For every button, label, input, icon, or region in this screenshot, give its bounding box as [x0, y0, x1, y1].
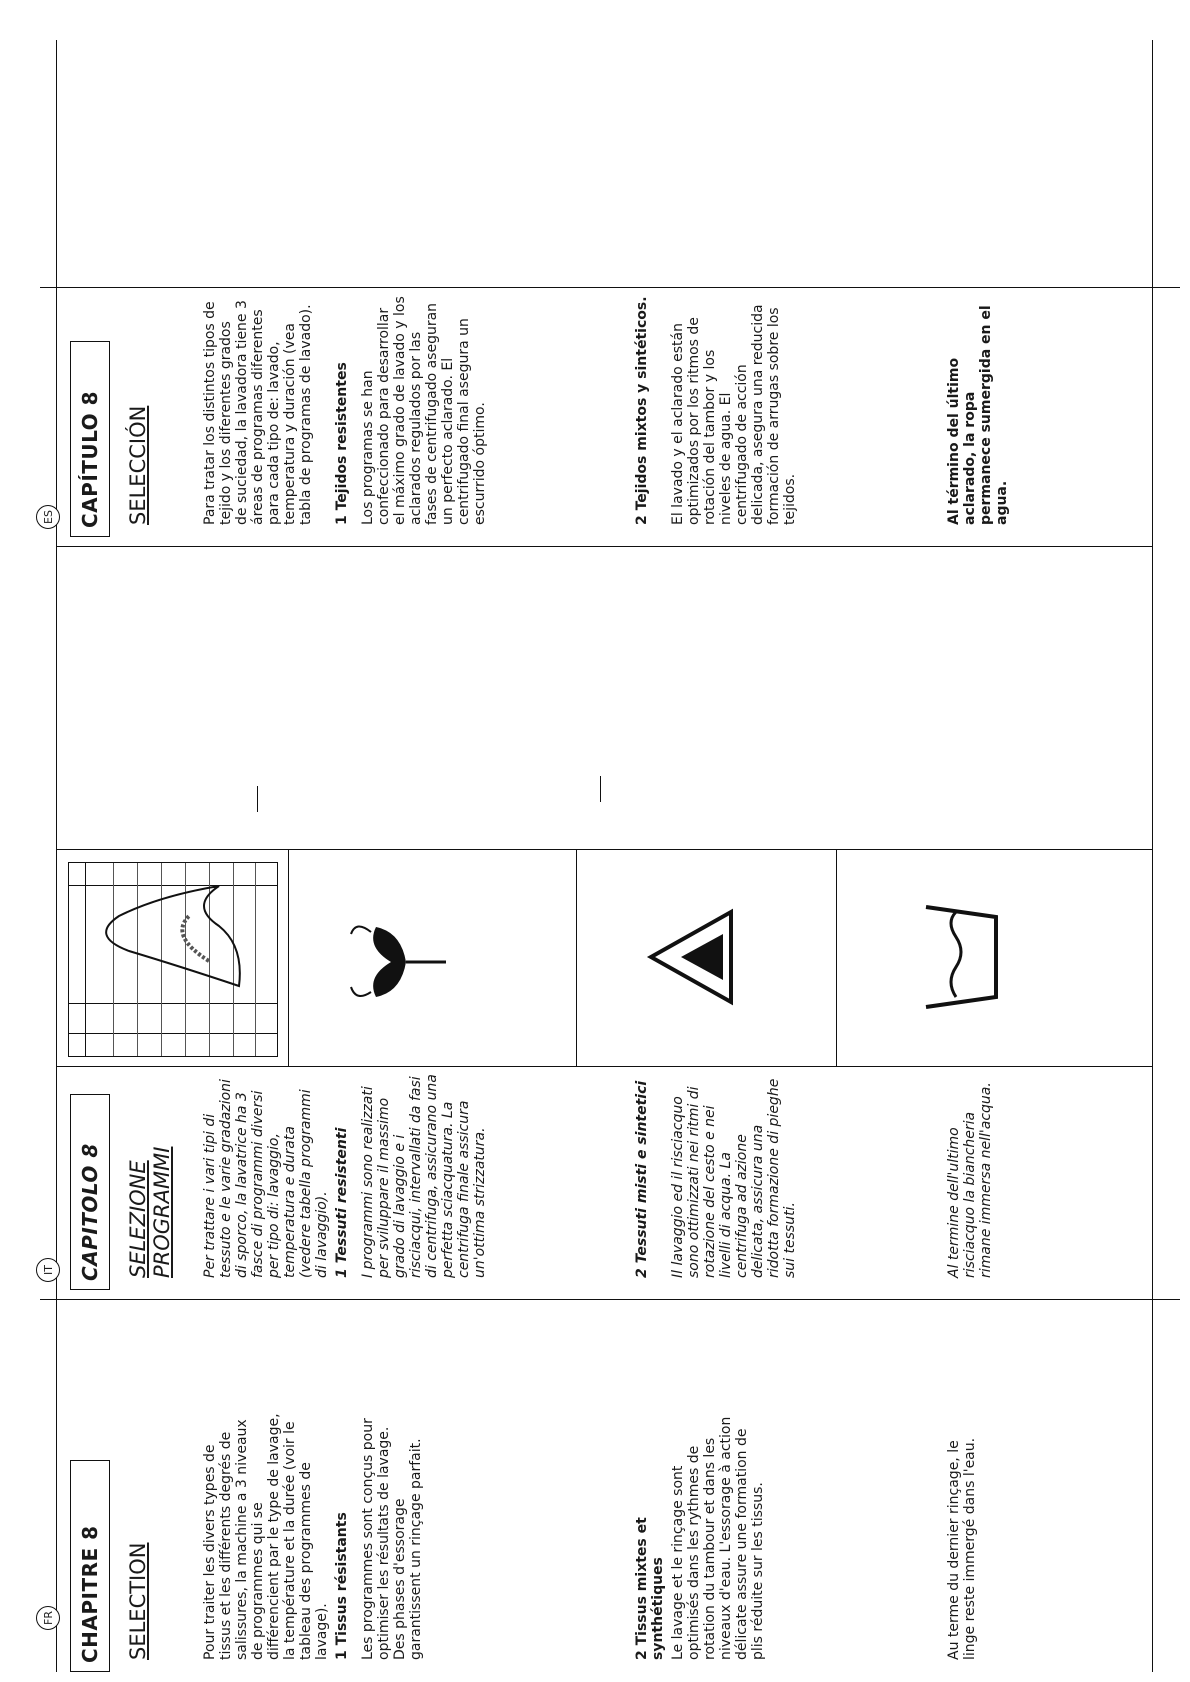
flag-it-icon: IT	[36, 1258, 60, 1282]
section-2-text: Il lavaggio ed il risciacquo sono ottimizzati nei ritmi di rotazione del cesto e nei livelli di acqua. La centrifuga ad azione delicata, assicura una ridotta formazione di pieghe sui tessuti.	[670, 1078, 798, 1278]
drawn-mark-icon	[69, 861, 279, 1056]
subheading-1: 1 Tissus résistants	[334, 1512, 350, 1660]
subheading-2: 2 Tejidos mixtos y sintéticos.	[634, 296, 650, 525]
chapter-heading: CAPÍTULO 8	[70, 341, 110, 537]
separator-mark	[600, 776, 601, 802]
section-title: SELECTION	[126, 1542, 150, 1660]
end-text: Al termine dell'ultimo risciacquo la biancheria rimane immersa nell'acqua.	[946, 1082, 994, 1278]
end-text: Au terme du dernier rinçage, le linge reste immergé dans l'eau.	[946, 1437, 978, 1660]
intro-text: Para tratar los distintos tipos de tejido y los diferentes grados de suciedad, la lavadora tiene 3 áreas de programas diferentes para cada tipo de: lavado, temperatura y duración (vea tabla de programas de lavado).	[202, 300, 314, 525]
column-es	[41, 287, 1152, 547]
section-1-text: Los programas se han confeccionado para desarrollar el máximo grado de lavado y los aclarados regulados por las fases de centrifugado aseguran un perfecto aclarado. El centrifugado final asegura un escurrido óptimo.	[360, 296, 488, 525]
section-1-text: Les programmes sont conçus pour optimiser les résultats de lavage. Des phases d'essorage garantissent un rinçage parfait.	[360, 1418, 424, 1660]
wash-tub-icon	[916, 897, 1006, 1017]
cotton-flower-icon	[346, 912, 456, 1012]
intro-text: Pour traiter les divers types de tissus et les différents degrés de salissures, la machine a 3 niveaux de programmes qui se différencient par le type de lavage, la température et la durée (voir le tableau des programmes de lavage).	[202, 1413, 330, 1660]
flag-es-icon: ES	[36, 505, 60, 529]
column-fr	[41, 1302, 1152, 1682]
separator-mark	[257, 786, 258, 812]
column-it	[41, 1068, 1152, 1300]
subheading-2: 2 Tissus mixtes et synthétiques	[634, 1517, 666, 1660]
section-1-text: I programmi sono realizzati per sviluppare il massimo grado di lavaggio e i risciacqui, intervallati da fasi di centrifuga, assicurano una perfetta sciacquatura. La centrifuga finale assicura un'ottima strizzatura.	[360, 1074, 488, 1278]
subheading-1: 1 Tejidos resistentes	[334, 362, 350, 525]
section-2-text: Le lavage et le rinçage sont optimisés dans les rythmes de rotation du tambour et dans les niveaux d'eau. L'essorage à action délicate assure une formation de plis réduite sur les tissus.	[670, 1416, 766, 1660]
illustration-column	[56, 850, 1152, 1067]
intro-text: Per trattare i vari tipi di tessuto e le varie gradazioni di sporco, la lavatrice ha 3 fasce di programmi diversi per tipo di: lavaggio, temperatura e durata (vedere tabella programmi di lavaggio).	[202, 1079, 330, 1278]
end-text: Al término del último aclarado, la ropa permanece sumergida en el agua.	[946, 305, 1010, 525]
section-title: SELEZIONE PROGRAMMI	[126, 1146, 174, 1278]
chapter-heading: CAPITOLO 8	[70, 1094, 110, 1290]
section-2-text: El lavado y el aclarado están optimizados por los ritmos de rotación del tambor y los niveles de agua. El centrifugado de acción delicada, asegura una reducida formación de arrugas sobre los tejidos.	[670, 304, 798, 525]
bottom-rule	[1152, 40, 1153, 1672]
flag-fr-icon: FR	[36, 1606, 60, 1630]
programme-table-thumbnail	[68, 862, 278, 1057]
subheading-2: 2 Tessuti misti e sintetici	[634, 1080, 650, 1278]
chapter-heading: CHAPITRE 8	[70, 1460, 110, 1672]
triangle-symbol-icon	[641, 902, 741, 1012]
subheading-1: 1 Tessuti resistenti	[334, 1127, 350, 1278]
section-title: SELECCIÓN	[126, 405, 150, 525]
